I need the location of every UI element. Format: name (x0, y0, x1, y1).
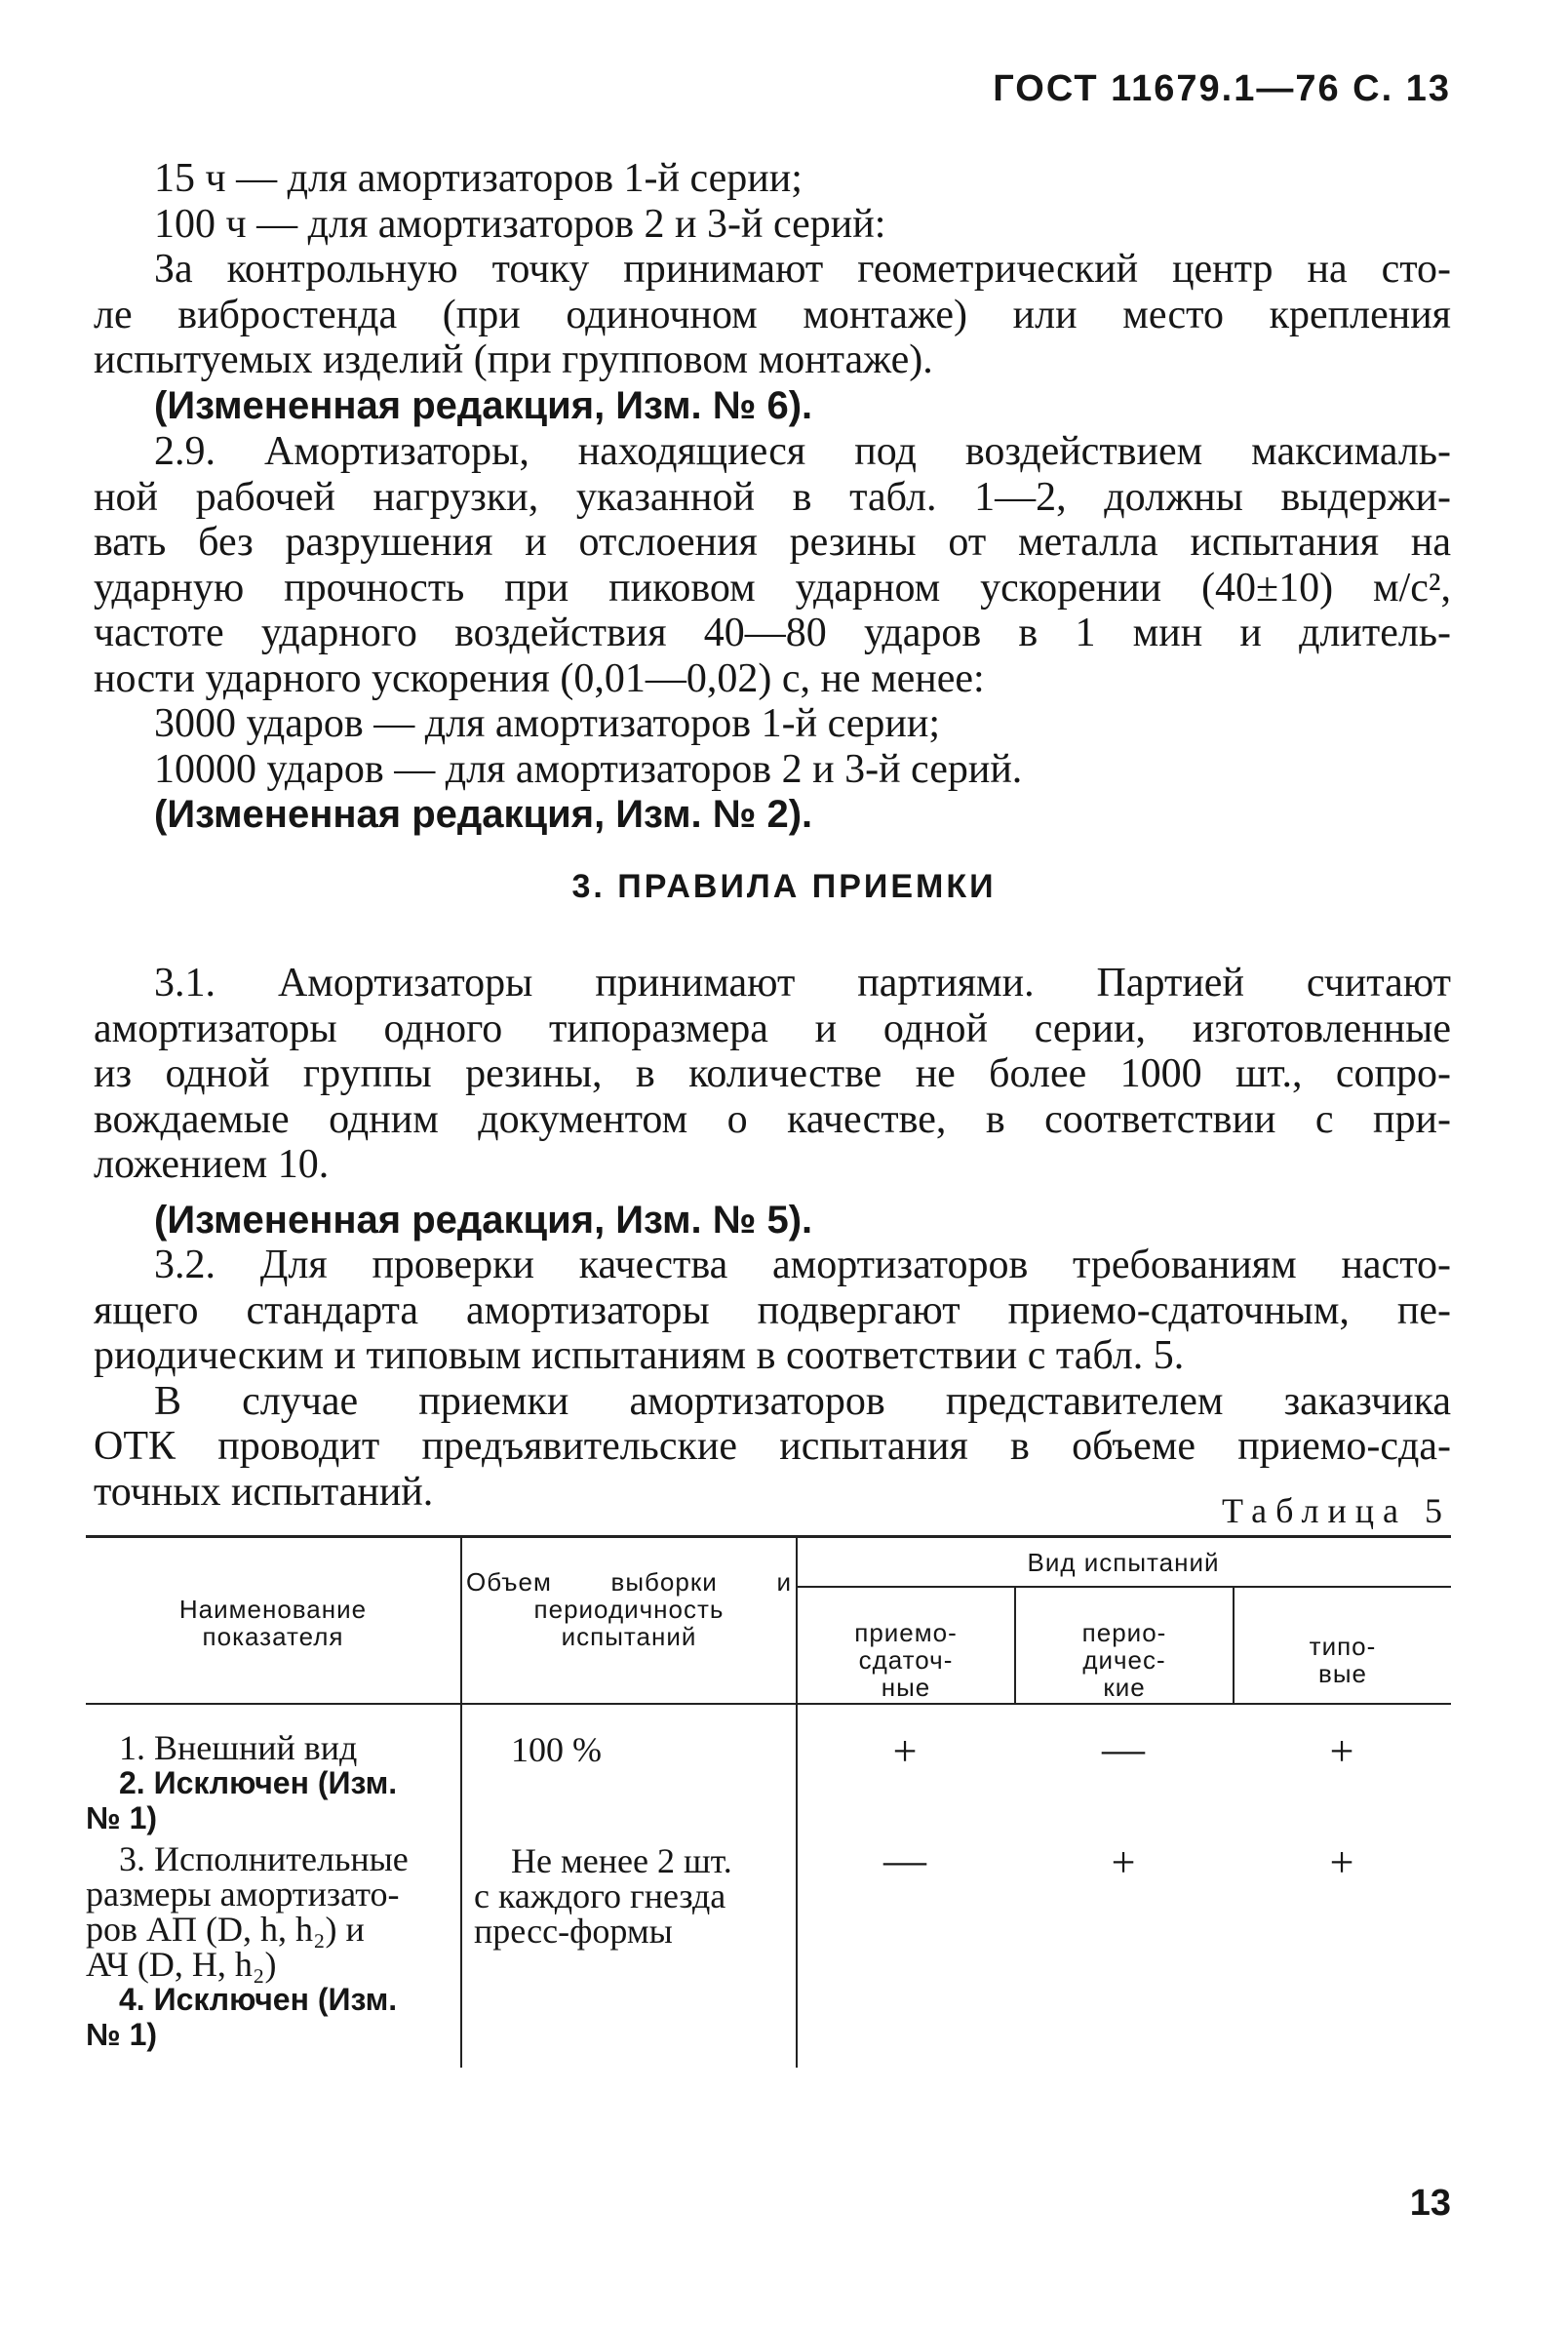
sample-line: с каждого гнезда (474, 1876, 726, 1915)
mark-type: + (1329, 1838, 1354, 1886)
mark-type: + (1329, 1727, 1354, 1775)
amendment-note: (Измененная редакция, Изм. № 6). (154, 383, 813, 427)
table-header-rule (86, 1703, 1451, 1705)
header-sample (464, 1568, 794, 1650)
header-line: Объем выборки и (466, 1567, 792, 1597)
header-line: испытаний (561, 1622, 697, 1651)
table-row (86, 1841, 456, 2052)
sample-line: пресс-формы (474, 1912, 673, 1951)
table-caption: Таблица 5 (1222, 1491, 1451, 1530)
text-line: ности ударного ускорения (0,01—0,02) с, не менее: (94, 655, 985, 701)
table-row (86, 1730, 456, 1835)
text-line: ложением 10. (94, 1142, 330, 1187)
paragraph-2-9 (94, 429, 1451, 838)
text-line: 15 ч — для амортизаторов 1-й серии; (154, 156, 803, 201)
row-name: ров АП (D, h, h₂) и (86, 1910, 365, 1949)
header-line: ные (881, 1673, 931, 1702)
text-line: ной рабочей нагрузки, указанной в табл. 1—2, должны выдержи- (94, 474, 1451, 520)
text-line: ударную прочность при пиковом ударном ускорении (40±10) м/с², (94, 565, 1451, 611)
sample-line: Не менее 2 шт. (511, 1841, 732, 1880)
text-line: амортизаторы одного типоразмера и одной серии, изготовленные (94, 1006, 1451, 1051)
header-line: перио- (1081, 1618, 1167, 1647)
header-test-kind: Вид испытаний (1027, 1548, 1220, 1577)
table-col-rule (460, 1535, 462, 2068)
mark-periodic: + (1111, 1838, 1136, 1886)
text-line: 2.9. Амортизаторы, находящиеся под воздействием максималь- (154, 429, 1451, 474)
row-name: размеры амортизато- (86, 1874, 400, 1914)
amendment-note: (Измененная редакция, Изм. № 2). (154, 793, 813, 836)
text-line: 3.2. Для проверки качества амортизаторов требованиям насто- (154, 1243, 1451, 1287)
row-name: АЧ (D, H, h₂) (86, 1945, 277, 1984)
paragraph-3-1 (94, 961, 1451, 1515)
header-line: кие (1103, 1673, 1146, 1702)
row-name: 3. Исполнительные (119, 1839, 409, 1878)
text-line: вождаемые одним документом о качестве, в соответствии с при- (94, 1096, 1451, 1142)
table-group-rule (796, 1586, 1451, 1588)
mark-acceptance: + (892, 1727, 918, 1775)
text-line: 100 ч — для амортизаторов 2 и 3-й серий: (154, 201, 886, 247)
text-line: из одной группы резины, в количестве не более 1000 шт., сопро- (94, 1051, 1451, 1096)
text-line: точных испытаний. (94, 1469, 434, 1515)
table-top-rule (86, 1535, 1451, 1538)
mark-acceptance: — (883, 1836, 926, 1884)
header-acceptance (798, 1619, 1014, 1701)
text-line: ОТК проводит предъявительские испытания в объеме приемо-сда- (94, 1424, 1451, 1469)
page-header: ГОСТ 11679.1—76 С. 13 (993, 68, 1451, 109)
row-sample: 100 % (511, 1730, 602, 1769)
header-line: периодичность (533, 1595, 725, 1624)
amendment-note: (Измененная редакция, Изм. № 5). (154, 1198, 813, 1242)
text-line: В случае приемки амортизаторов представителем заказчика (154, 1378, 1451, 1424)
text-line: ле вибростенда (при одиночном монтаже) или место крепления (94, 292, 1451, 337)
paragraph-top (94, 156, 1451, 428)
header-line: приемо- (854, 1618, 958, 1647)
row-excluded: 2. Исключен (Изм. (119, 1765, 398, 1800)
header-line: вые (1318, 1659, 1367, 1688)
text-line: испытуемых изделий (при групповом монтаже). (94, 337, 933, 382)
header-line: типо- (1309, 1632, 1377, 1661)
text-line: вать без разрушения и отслоения резины от металла испытания на (94, 520, 1451, 565)
text-line: ящего стандарта амортизаторы подвергают приемо-сдаточным, пе- (94, 1287, 1451, 1333)
header-line: сдаточ- (858, 1645, 954, 1675)
header-name (86, 1596, 460, 1650)
table-5 (86, 1535, 1451, 2081)
text-line: частоте ударного воздействия 40—80 ударов в 1 мин и длитель- (94, 611, 1451, 655)
header-line: дичес- (1082, 1645, 1166, 1675)
row-excluded: № 1) (86, 1800, 158, 1835)
mark-periodic: — (1102, 1725, 1145, 1773)
row-excluded: № 1) (86, 2017, 158, 2052)
row-excluded: 4. Исключен (Изм. (119, 1982, 398, 2017)
text-line: риодическим и типовым испытаниям в соответствии с табл. 5. (94, 1333, 1185, 1378)
header-line: Наименование (178, 1595, 368, 1624)
header-type (1235, 1633, 1451, 1687)
text-line: 3000 ударов — для амортизаторов 1-й серии; (154, 701, 940, 746)
table-col-rule (796, 1535, 798, 2068)
page-number: 13 (1409, 2183, 1451, 2224)
header-periodic (1016, 1619, 1233, 1701)
header-line: показателя (202, 1622, 344, 1651)
text-line: За контрольную точку принимают геометрический центр на сто- (154, 247, 1451, 292)
section-title: 3. ПРАВИЛА ПРИЕМКИ (571, 868, 997, 905)
row-name: 1. Внешний вид (119, 1728, 358, 1767)
text-line: 3.1. Амортизаторы принимают партиями. Партией считают (154, 961, 1451, 1006)
row-sample (474, 1843, 796, 1949)
text-line: 10000 ударов — для амортизаторов 2 и 3-й серий. (154, 746, 1023, 792)
